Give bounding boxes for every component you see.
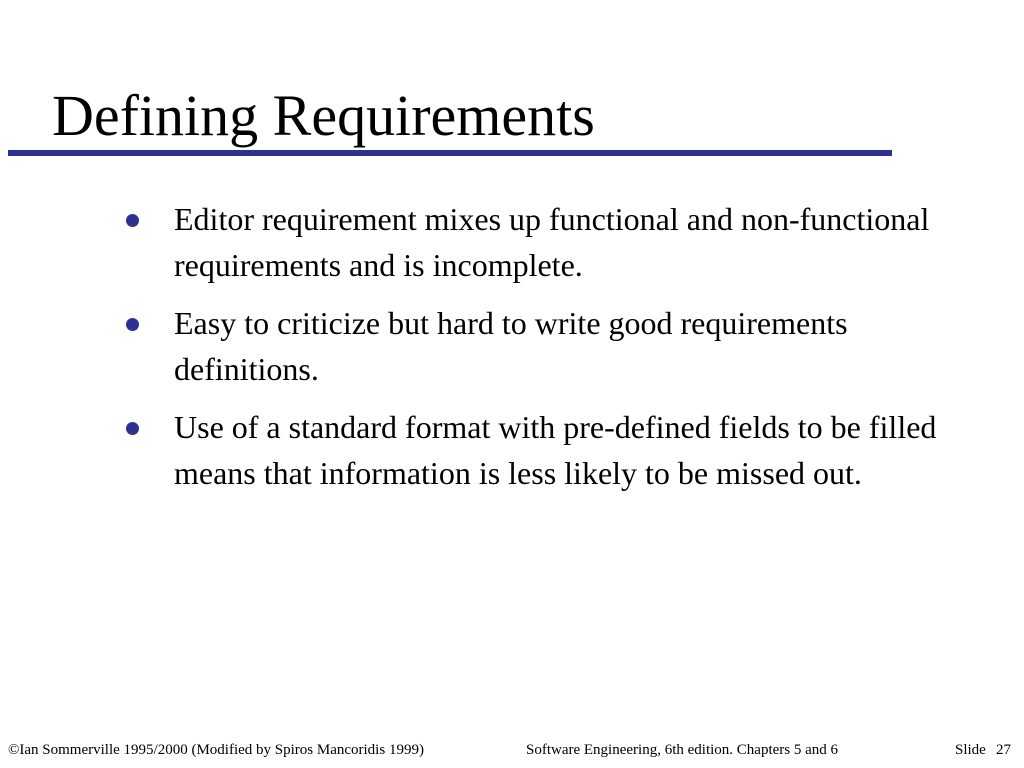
bullet-item xyxy=(120,404,960,496)
bullet-dot-icon xyxy=(126,318,139,331)
footer-copyright: ©Ian Sommerville 1995/2000 (Modified by Spiros Mancoridis 1999) xyxy=(8,742,424,758)
bullet-text: Use of a standard format with pre-defined fields to be filled means that information is less likely to be missed out. xyxy=(174,409,937,491)
slide-footer xyxy=(0,738,1024,762)
bullet-text: Easy to criticize but hard to write good requirements definitions. xyxy=(174,305,848,387)
footer-slide-number: 27 xyxy=(996,742,1011,758)
slide-title: Defining Requirements xyxy=(52,83,595,148)
bullet-dot-icon xyxy=(126,214,139,227)
bullet-text: Editor requirement mixes up functional and non-functional requirements and is incomplete. xyxy=(174,201,930,283)
title-underline xyxy=(8,150,892,156)
bullet-item xyxy=(120,196,960,288)
footer-book-title: Software Engineering, 6th edition. Chapters 5 and 6 xyxy=(526,742,839,758)
bullet-dot-icon xyxy=(126,422,139,435)
bullet-list xyxy=(120,196,960,508)
bullet-item xyxy=(120,300,960,392)
footer-slide-label: Slide xyxy=(955,742,986,758)
